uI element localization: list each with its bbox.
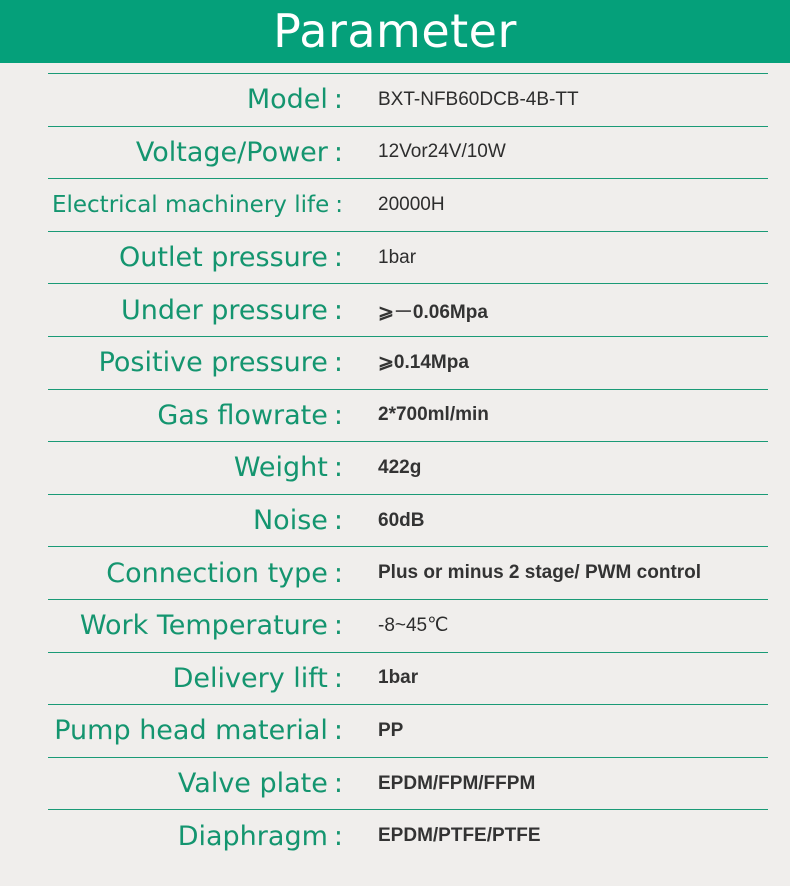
row-value: EPDM/PTFE/PTFE bbox=[378, 825, 541, 847]
table-row-valve-plate bbox=[48, 757, 768, 810]
table-row-diaphragm bbox=[48, 809, 768, 862]
row-value: EPDM/FPM/FFPM bbox=[378, 772, 536, 794]
table-row-noise bbox=[48, 494, 768, 547]
header-bar bbox=[0, 0, 790, 63]
row-label: Electrical machinery life : bbox=[51, 191, 343, 218]
table-row-under-pressure bbox=[48, 283, 768, 336]
row-value: ⩾0.14Mpa bbox=[378, 352, 469, 374]
row-value: 2*700ml/min bbox=[378, 404, 489, 426]
row-value: PP bbox=[378, 719, 404, 741]
table-row-pump-head-material bbox=[48, 704, 768, 757]
row-value: -8~45℃ bbox=[378, 615, 449, 637]
row-value: ⩾－0.06Mpa bbox=[378, 301, 488, 323]
row-label: Positive pressure : bbox=[98, 347, 343, 379]
row-value: 422g bbox=[378, 456, 422, 478]
parameter-table bbox=[48, 73, 768, 862]
row-label: Valve plate : bbox=[177, 768, 343, 800]
row-value: 1bar bbox=[378, 667, 419, 689]
row-value: Plus or minus 2 stage/ PWM control bbox=[378, 562, 702, 584]
row-value: 1bar bbox=[378, 246, 417, 268]
table-row-connection-type bbox=[48, 546, 768, 599]
row-value: 20000H bbox=[378, 193, 445, 215]
table-row-voltage-power bbox=[48, 126, 768, 179]
row-value: 60dB bbox=[378, 509, 425, 531]
row-label: Outlet pressure : bbox=[119, 242, 343, 274]
row-label: Model : bbox=[246, 84, 343, 116]
table-row-model bbox=[48, 73, 768, 126]
table-row-weight bbox=[48, 441, 768, 494]
table-row-outlet-pressure bbox=[48, 231, 768, 284]
row-label: Diaphragm : bbox=[177, 820, 343, 852]
row-label: Weight : bbox=[233, 452, 343, 484]
row-value: 12Vor24V/10W bbox=[378, 141, 506, 163]
row-label: Work Temperature : bbox=[79, 610, 343, 642]
table-row-delivery-lift bbox=[48, 652, 768, 705]
row-label: Noise : bbox=[252, 505, 343, 537]
row-label: Connection type : bbox=[106, 557, 343, 589]
row-value: BXT-NFB60DCB-4B-TT bbox=[378, 88, 579, 110]
row-label: Delivery lift : bbox=[172, 662, 343, 694]
table-row-machinery-life bbox=[48, 178, 768, 231]
table-row-gas-flowrate bbox=[48, 389, 768, 442]
row-label: Under pressure : bbox=[120, 294, 343, 326]
row-label: Voltage/Power : bbox=[135, 136, 343, 168]
row-label: Pump head material : bbox=[54, 715, 343, 747]
page-title: Parameter bbox=[273, 4, 517, 58]
table-row-work-temperature bbox=[48, 599, 768, 652]
row-label: Gas flowrate : bbox=[157, 399, 343, 431]
table-row-positive-pressure bbox=[48, 336, 768, 389]
